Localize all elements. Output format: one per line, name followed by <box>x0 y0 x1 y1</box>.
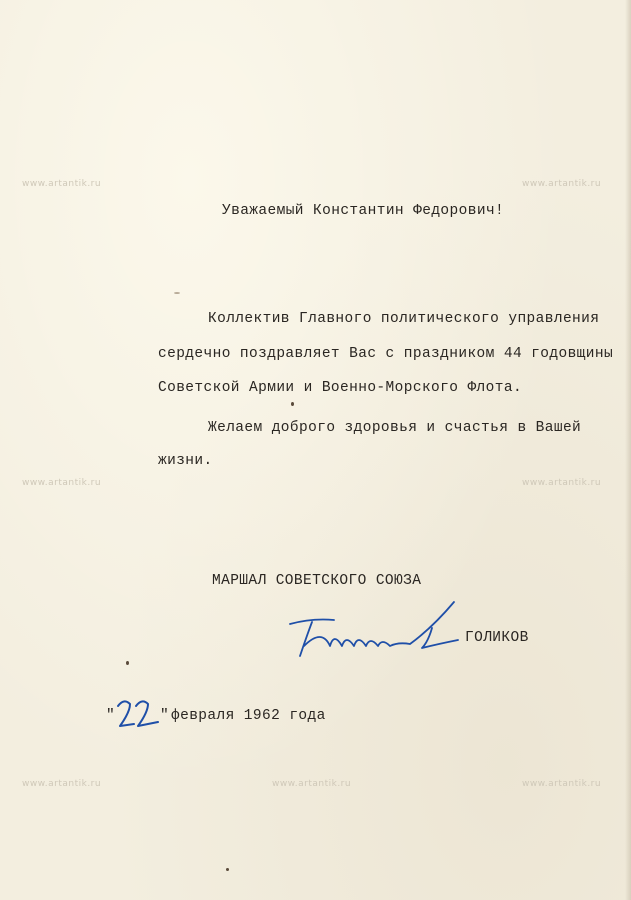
watermark: www.artantik.ru <box>22 478 102 488</box>
signatory-name: ГОЛИКОВ <box>465 630 529 646</box>
letter-greeting: Уважаемый Константин Федорович! <box>222 203 505 219</box>
watermark: www.artantik.ru <box>22 779 102 789</box>
watermark: www.artantik.ru <box>22 179 102 189</box>
ink-speck <box>126 661 129 665</box>
handwritten-day <box>114 696 162 730</box>
letter-body-line: Желаем доброго здоровья и счастья в Вашей <box>208 420 582 436</box>
watermark: www.artantik.ru <box>522 179 602 189</box>
letter-body-line: сердечно поздравляет Вас с праздником 44 годовщины <box>158 346 614 362</box>
watermark: www.artantik.ru <box>522 779 602 789</box>
signatory-title: МАРШАЛ СОВЕТСКОГО СОЮЗА <box>212 573 422 589</box>
watermark: www.artantik.ru <box>522 478 602 488</box>
paper-mark <box>174 292 180 294</box>
handwritten-signature <box>282 598 462 660</box>
paper-edge-shadow <box>625 0 631 900</box>
letter-body-line: жизни. <box>158 453 213 469</box>
ink-speck <box>226 868 229 871</box>
letter-body-line: Советской Армии и Военно-Морского Флота. <box>158 380 523 396</box>
letter-body-line: Коллектив Главного политического управления <box>208 311 600 327</box>
date-quote: " <box>160 708 170 724</box>
letter-date: февраля 1962 года <box>171 708 326 724</box>
ink-speck <box>291 402 294 406</box>
watermark: www.artantik.ru <box>272 779 352 789</box>
date-quote: " <box>106 708 116 724</box>
